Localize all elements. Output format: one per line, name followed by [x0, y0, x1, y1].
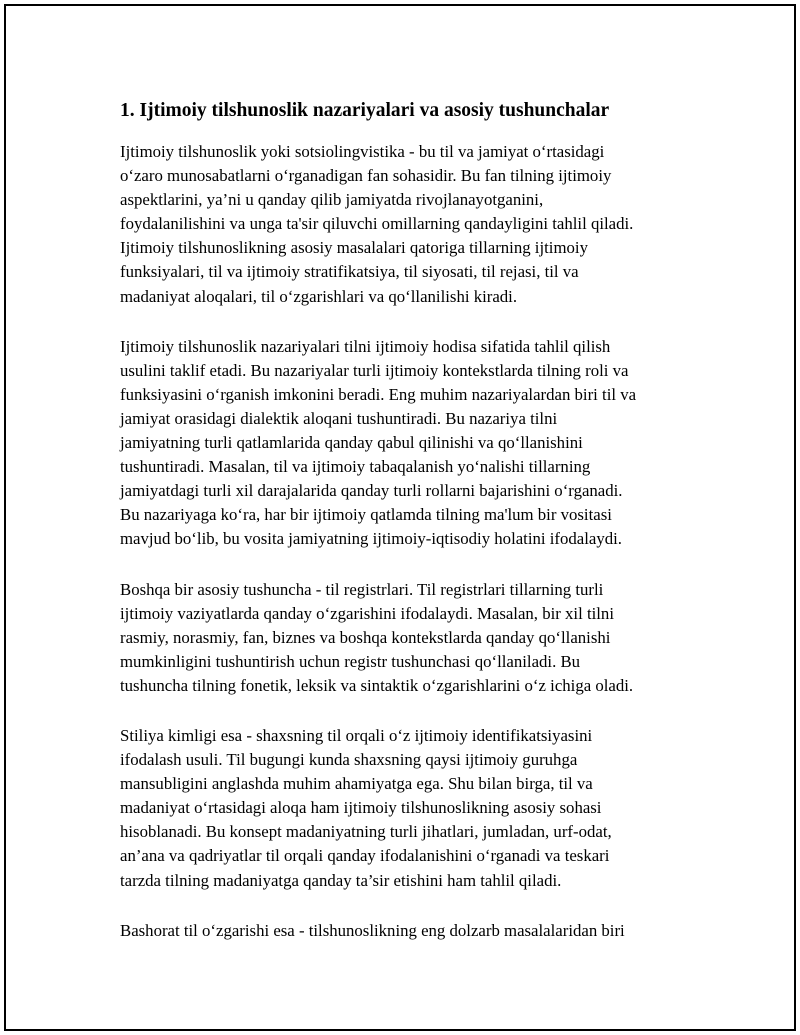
paragraph	[120, 724, 700, 893]
text-line: usulini taklif etadi. Bu nazariyalar turli ijtimoiy kontekstlarda tilning roli va	[120, 360, 629, 380]
paragraph	[120, 919, 700, 943]
page-frame	[4, 4, 796, 1031]
text-line: Bashorat til o‘zgarishi esa - tilshunoslikning eng dolzarb masalalaridan biri	[120, 920, 625, 940]
section-heading: 1. Ijtimoiy tilshunoslik nazariyalari va asosiy tushunchalar	[120, 100, 610, 121]
text-line: funksiyasini o‘rganish imkonini beradi. Eng muhim nazariyalardan biri til va	[120, 384, 637, 404]
text-line: jamiyatning turli qatlamlarida qanday qabul qilinishi va qo‘llanishini	[120, 433, 583, 453]
text-line: tushuncha tilning fonetik, leksik va sintaktik o‘zgarishlarini o‘z ichiga oladi.	[120, 675, 634, 695]
text-line: Ijtimoiy tilshunoslik yoki sotsiolingvistika - bu til va jamiyat o‘rtasidagi	[120, 142, 605, 161]
paragraph-list	[120, 140, 700, 943]
paragraph	[120, 578, 700, 698]
document-body	[120, 98, 700, 969]
text-line: tushuntiradi. Masalan, til va ijtimoiy tabaqalanish yo‘nalishi tillarning	[120, 457, 591, 477]
text-line: rasmiy, norasmiy, fan, biznes va boshqa kontekstlarda qanday qo‘llanishi	[120, 627, 611, 647]
text-line: Bu nazariyaga ko‘ra, har bir ijtimoiy qatlamda tilning ma'lum bir vositasi	[120, 505, 612, 525]
text-line: tarzda tilning madaniyatga qanday ta’sir etishini ham tahlil qiladi.	[120, 870, 562, 890]
text-line: Ijtimoiy tilshunoslik nazariyalari tilni ijtimoiy hodisa sifatida tahlil qilish	[120, 336, 611, 356]
text-line: an’ana va qadriyatlar til orqali qanday ifodalanishini o‘rganadi va teskari	[120, 846, 610, 866]
paragraph	[120, 140, 700, 309]
text-line: mavjud bo‘lib, bu vosita jamiyatning ijtimoiy-iqtisodiy holatini ifodalaydi.	[120, 529, 622, 549]
text-line: hisoblanadi. Bu konsept madaniyatning turli jihatlari, jumladan, urf-odat,	[120, 822, 612, 842]
text-line: madaniyat aloqalari, til o‘zgarishlari va qo‘llanilishi kiradi.	[120, 286, 518, 306]
text-line: Boshqa bir asosiy tushuncha - til registrlari. Til registrlari tillarning turli	[120, 579, 604, 599]
text-line: foydalanilishini va unga ta'sir qiluvchi omillarning qandayligini tahlil qiladi.	[120, 214, 634, 234]
text-line: mumkinligini tushuntirish uchun registr tushunchasi qo‘llaniladi. Bu	[120, 651, 581, 671]
text-line: funksiyalari, til va ijtimoiy stratifikatsiya, til siyosati, til rejasi, til va	[120, 262, 579, 282]
text-line: ijtimoiy vaziyatlarda qanday o‘zgarishini ifodalaydi. Masalan, bir xil tilni	[120, 603, 614, 623]
text-line: Stiliya kimligi esa - shaxsning til orqali o‘z ijtimoiy identifikatsiyasini	[120, 725, 593, 745]
text-line: ifodalash usuli. Til bugungi kunda shaxsning qaysi ijtimoiy guruhga	[120, 750, 578, 770]
text-line: Ijtimoiy tilshunoslikning asosiy masalalari qatoriga tillarning ijtimoiy	[120, 238, 588, 258]
text-line: jamiyatdagi turli xil darajalarida qanday turli rollarni bajarishini o‘rganadi.	[120, 481, 623, 501]
text-line: mansubligini anglashda muhim ahamiyatga ega. Shu bilan birga, til va	[120, 774, 593, 794]
paragraph	[120, 335, 700, 552]
text-line: madaniyat o‘rtasidagi aloqa ham ijtimoiy tilshunoslikning asosiy sohasi	[120, 798, 602, 818]
text-line: o‘zaro munosabatlarni o‘rganadigan fan sohasidir. Bu fan tilning ijtimoiy	[120, 166, 612, 186]
text-line: aspektlarini, ya’ni u qanday qilib jamiyatda rivojlanayotganini,	[120, 190, 544, 210]
text-line: jamiyat orasidagi dialektik aloqani tushuntiradi. Bu nazariya tilni	[120, 408, 558, 428]
